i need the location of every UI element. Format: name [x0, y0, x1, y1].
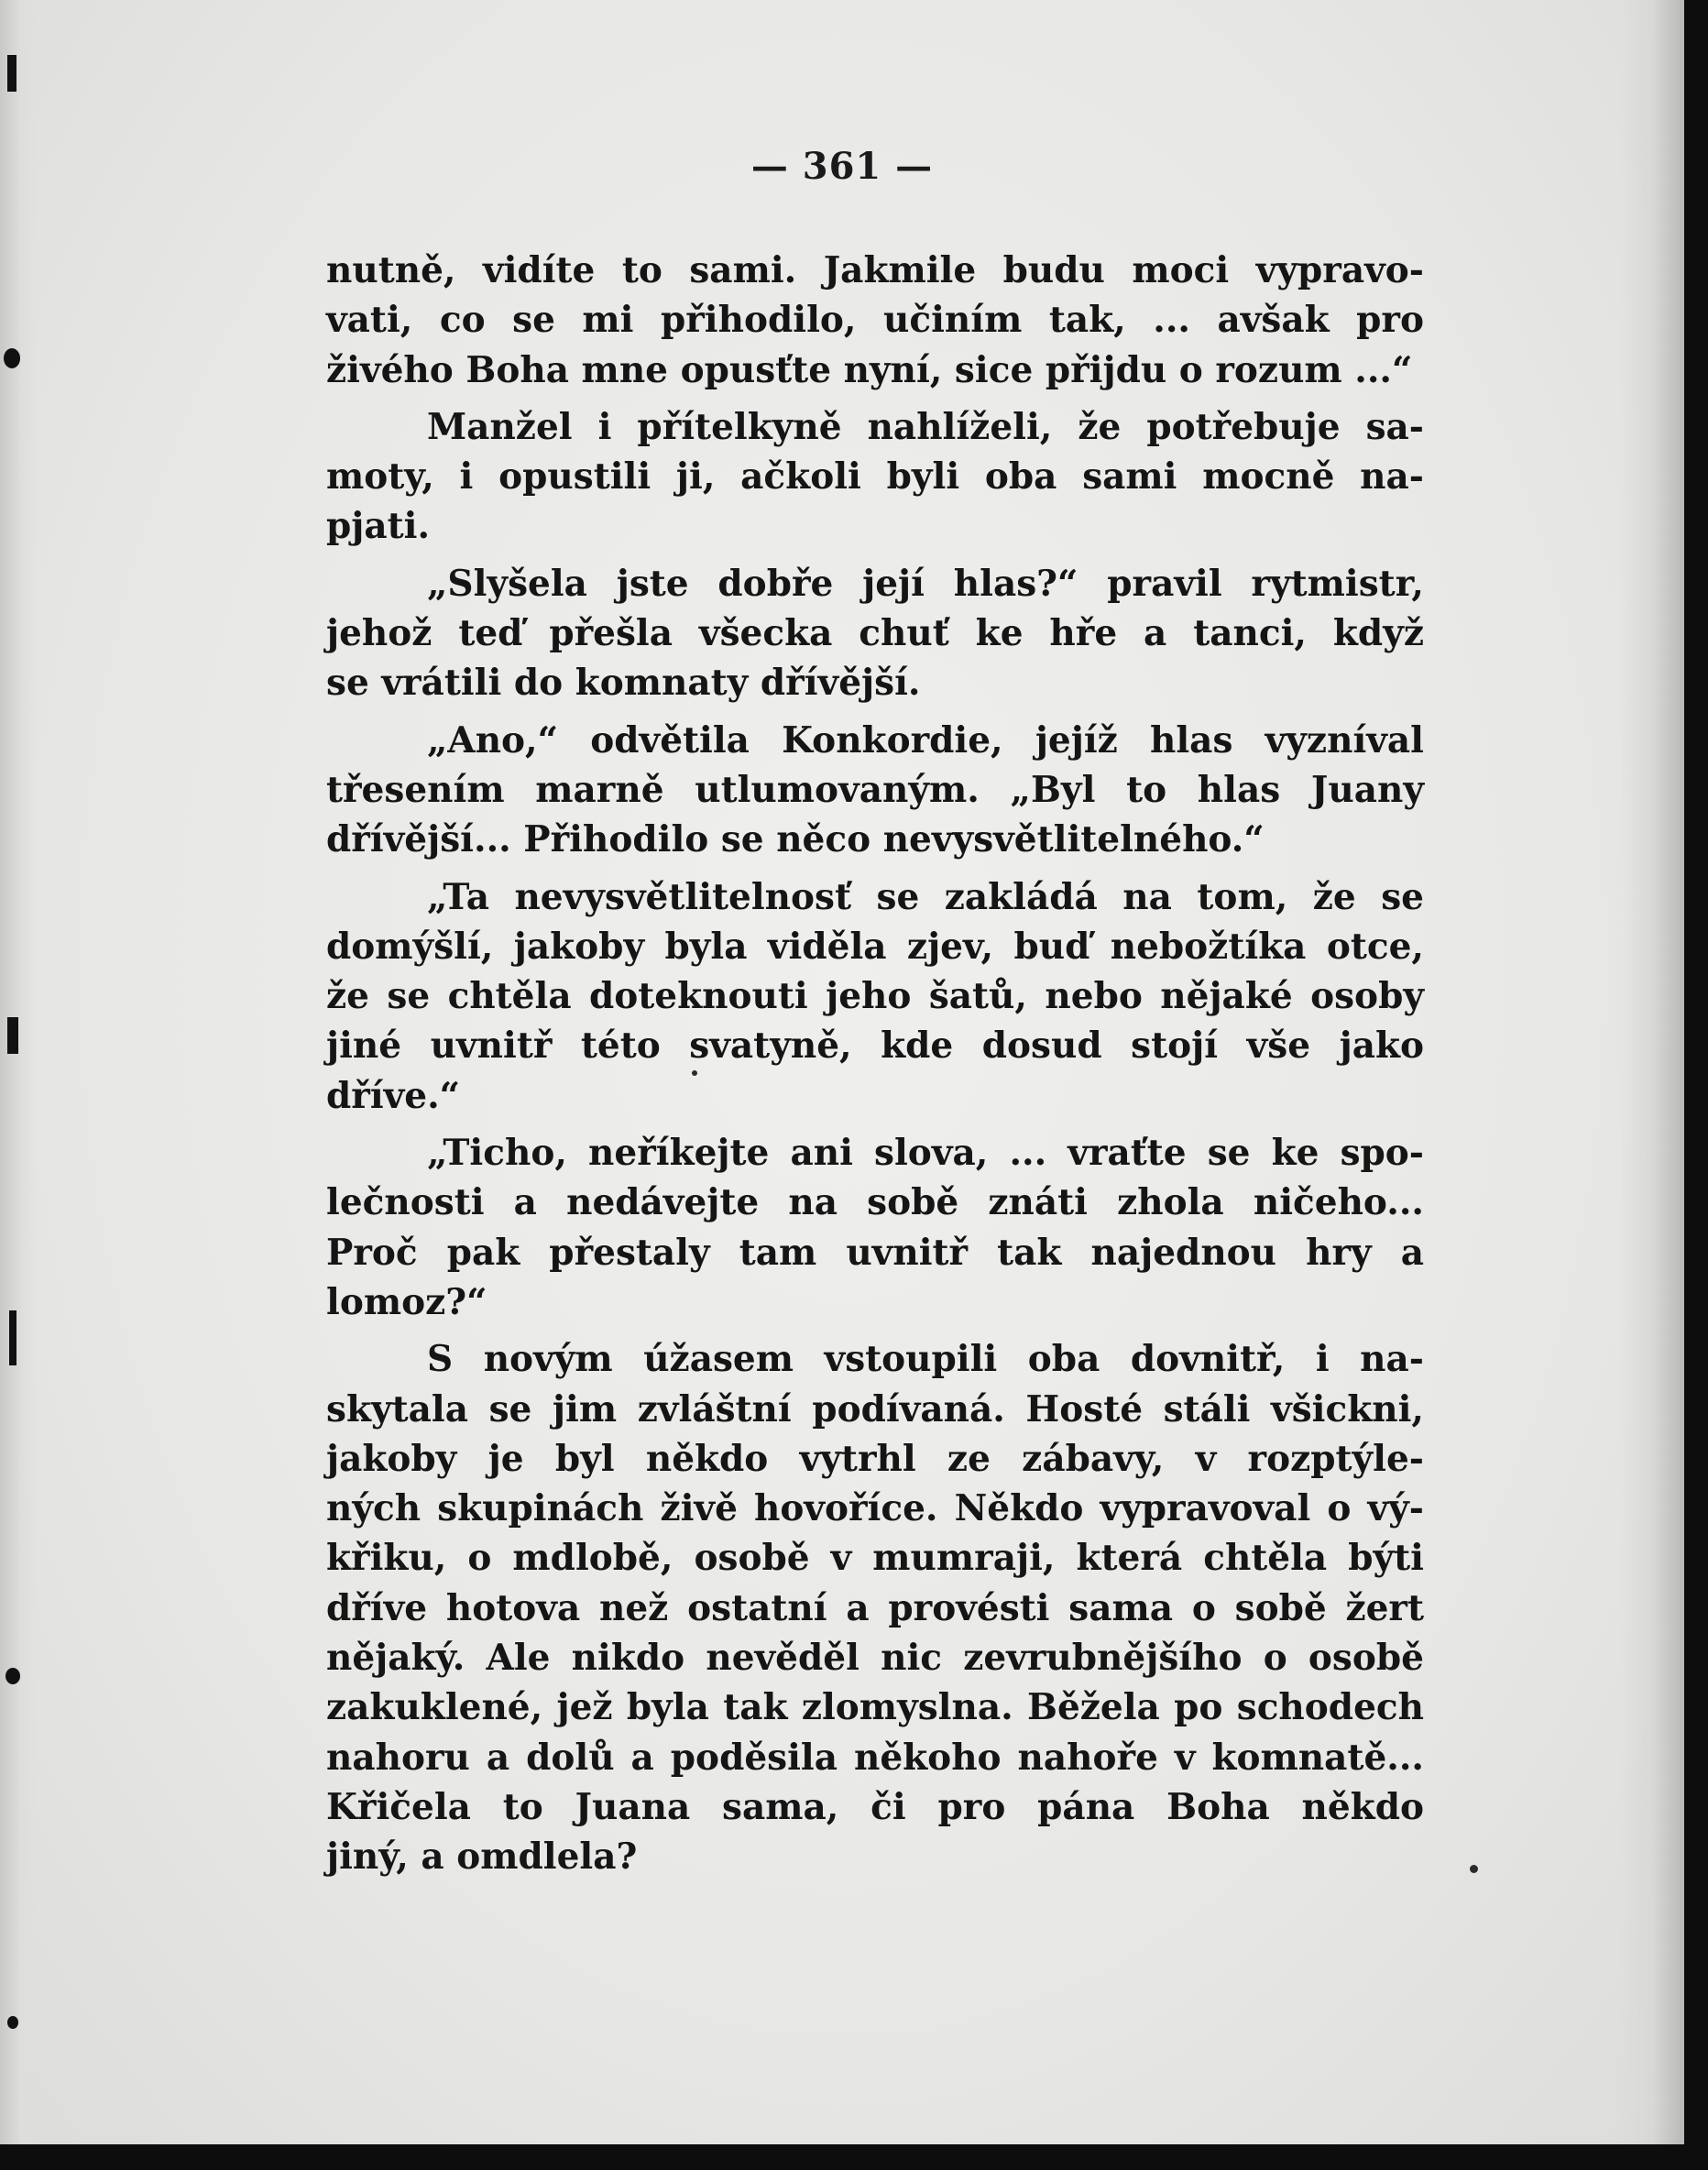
page-binding-edge	[0, 0, 37, 2144]
text-line: dříve hotova než ostatní a provésti sama o sobě žert	[326, 1586, 1424, 1629]
paragraph	[326, 872, 1424, 1121]
text-line: jiné uvnitř této svatyně, kde dosud stojí vše jako	[326, 1025, 1424, 1068]
text-line: „Ano,“ odvětila Konkordie, jejíž hlas vyzníval	[427, 718, 1424, 762]
text-line: nějaký. Ale nikdo nevěděl nic zevrubnějšího o osobě	[326, 1637, 1424, 1680]
text-line: S novým úžasem vstoupili oba dovnitř, i na-	[427, 1338, 1424, 1381]
paragraph	[326, 716, 1424, 865]
text-line: „Ticho, neříkejte ani slova, ... vraťte se ke spo-	[427, 1132, 1424, 1175]
text-line: jehož teď přešla všecka chuť ke hře a tanci, když	[326, 612, 1424, 655]
text-line: „Slyšela jste dobře její hlas?“ pravil rytmistr,	[427, 562, 1424, 605]
paragraph	[326, 559, 1424, 708]
text-line: ných skupinách živě hovoříce. Někdo vypravoval o vý-	[326, 1487, 1424, 1530]
text-line: zakuklené, jež byla tak zlomyslna. Běžela po schodech	[326, 1686, 1424, 1729]
paragraph	[326, 246, 1424, 395]
text-line: Křičela to Juana sama, či pro pána Boha někdo	[326, 1785, 1424, 1828]
text-line: se vrátili do komnaty dřívější.	[326, 662, 921, 705]
text-line: třesením marně utlumovaným. „Byl to hlas Juany	[326, 768, 1424, 811]
text-line: křiku, o mdlobě, osobě v mumraji, která chtěla býti	[326, 1537, 1424, 1580]
text-line: skytala se jim zvláštní podívaná. Hosté stáli všickni,	[326, 1387, 1424, 1430]
body-text	[326, 246, 1424, 1890]
text-line: „Ta nevysvětlitelnosť se zakládá na tom, že se	[427, 875, 1424, 918]
text-line: dřívější... Přihodilo se něco nevysvětlitelného.“	[326, 818, 1265, 861]
paragraph	[326, 402, 1424, 552]
text-line: pjati.	[326, 505, 431, 548]
text-line: že se chtěla doteknouti jeho šatů, nebo nějaké osoby	[326, 975, 1424, 1018]
text-line: lomoz?“	[326, 1280, 487, 1323]
text-line: Manžel i přítelkyně nahlíželi, že potřebuje sa-	[427, 405, 1424, 448]
text-line: jiný, a omdlela?	[326, 1836, 638, 1879]
text-line: Proč pak přestaly tam uvnitř tak najednou hry a	[326, 1231, 1424, 1274]
text-line: nutně, vidíte to sami. Jakmile budu moci vypravo-	[326, 249, 1424, 291]
text-line: moty, i opustili ji, ačkoli byli oba sami mocně na-	[326, 455, 1424, 499]
text-line: vati, co se mi přihodilo, učiním tak, ... avšak pro	[326, 299, 1424, 342]
page-gutter-shadow	[1620, 0, 1684, 2144]
page-number: — 361 —	[750, 145, 934, 188]
text-line: lečnosti a nedávejte na sobě znáti zhola ničeho...	[326, 1181, 1424, 1224]
text-line: domýšlí, jakoby byla viděla zjev, buď nebožtíka otce,	[326, 925, 1424, 968]
ink-speck	[1470, 1865, 1478, 1873]
text-line: nahoru a dolů a poděsila někoho nahoře v komnatě...	[326, 1736, 1424, 1779]
ink-speck	[692, 1070, 697, 1076]
text-line: jakoby je byl někdo vytrhl ze zábavy, v rozptýle-	[326, 1437, 1424, 1480]
paragraph	[326, 1128, 1424, 1327]
text-line: dříve.“	[326, 1074, 461, 1117]
text-line: živého Boha mne opusťte nyní, sice přijdu o rozum ...“	[326, 348, 1413, 391]
paragraph	[326, 1334, 1424, 1881]
